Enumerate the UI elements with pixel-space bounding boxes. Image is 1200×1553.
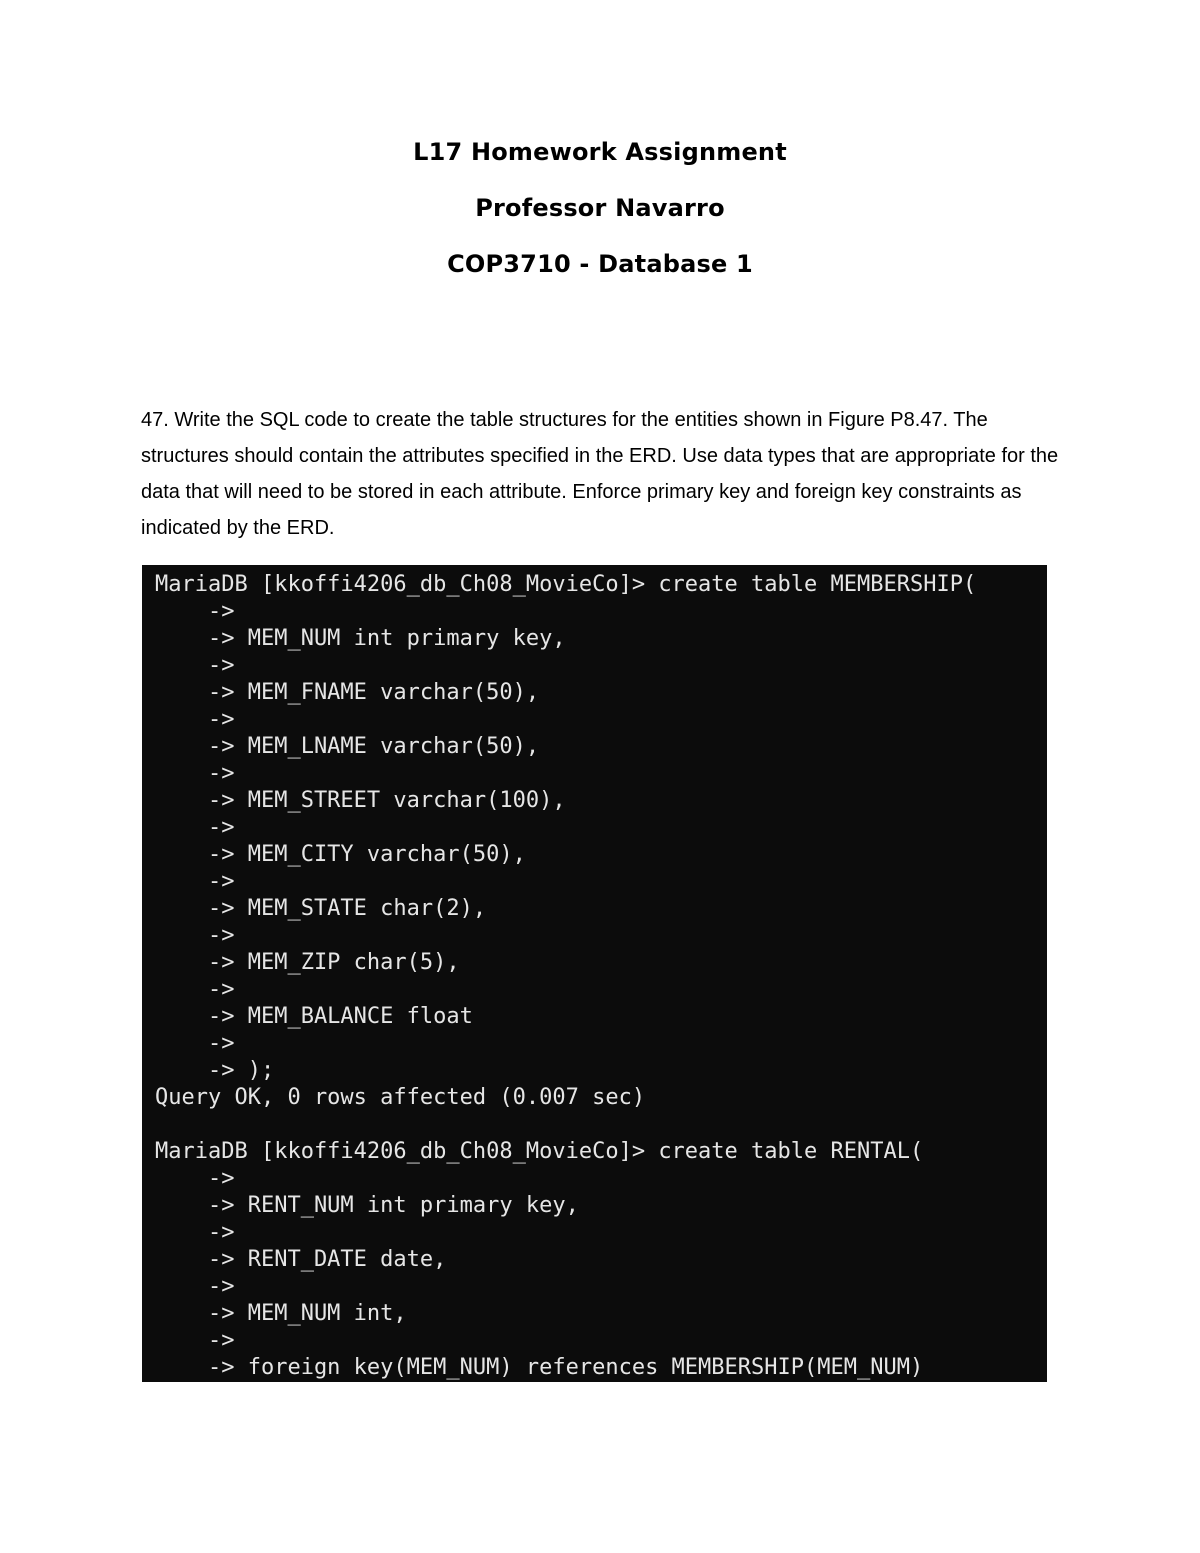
terminal-line: -> bbox=[155, 1220, 235, 1245]
terminal-line: Query OK, 0 rows affected (0.007 sec) bbox=[155, 1085, 646, 1110]
terminal-line: -> MEM_STATE char(2), bbox=[155, 896, 487, 921]
terminal-line: MariaDB [kkoffi4206_db_Ch08_MovieCo]> create table MEMBERSHIP( bbox=[155, 572, 977, 597]
terminal-line: -> bbox=[155, 815, 235, 840]
terminal-line: -> bbox=[155, 707, 235, 732]
assignment-title: L17 Homework Assignment bbox=[413, 138, 787, 166]
terminal-line: -> bbox=[155, 977, 235, 1002]
terminal-line: -> MEM_FNAME varchar(50), bbox=[155, 680, 540, 705]
terminal-line: MariaDB [kkoffi4206_db_Ch08_MovieCo]> create table RENTAL( bbox=[155, 1139, 924, 1164]
terminal-screenshot bbox=[142, 565, 1047, 1382]
terminal-line: -> ); bbox=[155, 1058, 275, 1083]
terminal-line: -> bbox=[155, 1328, 235, 1353]
terminal-line: -> RENT_DATE date, bbox=[155, 1247, 447, 1272]
question-text: 47. Write the SQL code to create the table structures for the entities shown in Figure P8.47. The structures should contain the attributes specified in the ERD. Use data types that are appropriate for the data that will need to be stored in each attribute. Enforce primary key and foreign key constraints as indicated by the ERD. bbox=[141, 409, 1059, 539]
terminal-line: -> bbox=[155, 1031, 235, 1056]
terminal-line: -> MEM_LNAME varchar(50), bbox=[155, 734, 540, 759]
terminal-line: -> MEM_ZIP char(5), bbox=[155, 950, 460, 975]
terminal-line: -> bbox=[155, 1166, 235, 1191]
terminal-line: -> bbox=[155, 761, 235, 786]
terminal-line: -> bbox=[155, 923, 235, 948]
terminal-line: -> bbox=[155, 1274, 235, 1299]
terminal-line bbox=[155, 1111, 976, 1138]
terminal-line: -> MEM_CITY varchar(50), bbox=[155, 842, 526, 867]
professor-name: Professor Navarro bbox=[475, 194, 725, 222]
title-block bbox=[0, 138, 1200, 306]
terminal-line: -> MEM_STREET varchar(100), bbox=[155, 788, 566, 813]
terminal-line: -> RENT_NUM int primary key, bbox=[155, 1193, 579, 1218]
terminal-line: -> bbox=[155, 599, 235, 624]
terminal-line: -> MEM_BALANCE float bbox=[155, 1004, 473, 1029]
terminal-line: -> MEM_NUM int primary key, bbox=[155, 626, 566, 651]
course-name: COP3710 - Database 1 bbox=[447, 250, 753, 278]
terminal-line: -> bbox=[155, 869, 235, 894]
terminal-line: -> foreign key(MEM_NUM) references MEMBERSHIP(MEM_NUM) bbox=[155, 1355, 924, 1380]
terminal-output bbox=[155, 571, 976, 1381]
terminal-line: -> bbox=[155, 653, 235, 678]
terminal-line: -> MEM_NUM int, bbox=[155, 1301, 407, 1326]
